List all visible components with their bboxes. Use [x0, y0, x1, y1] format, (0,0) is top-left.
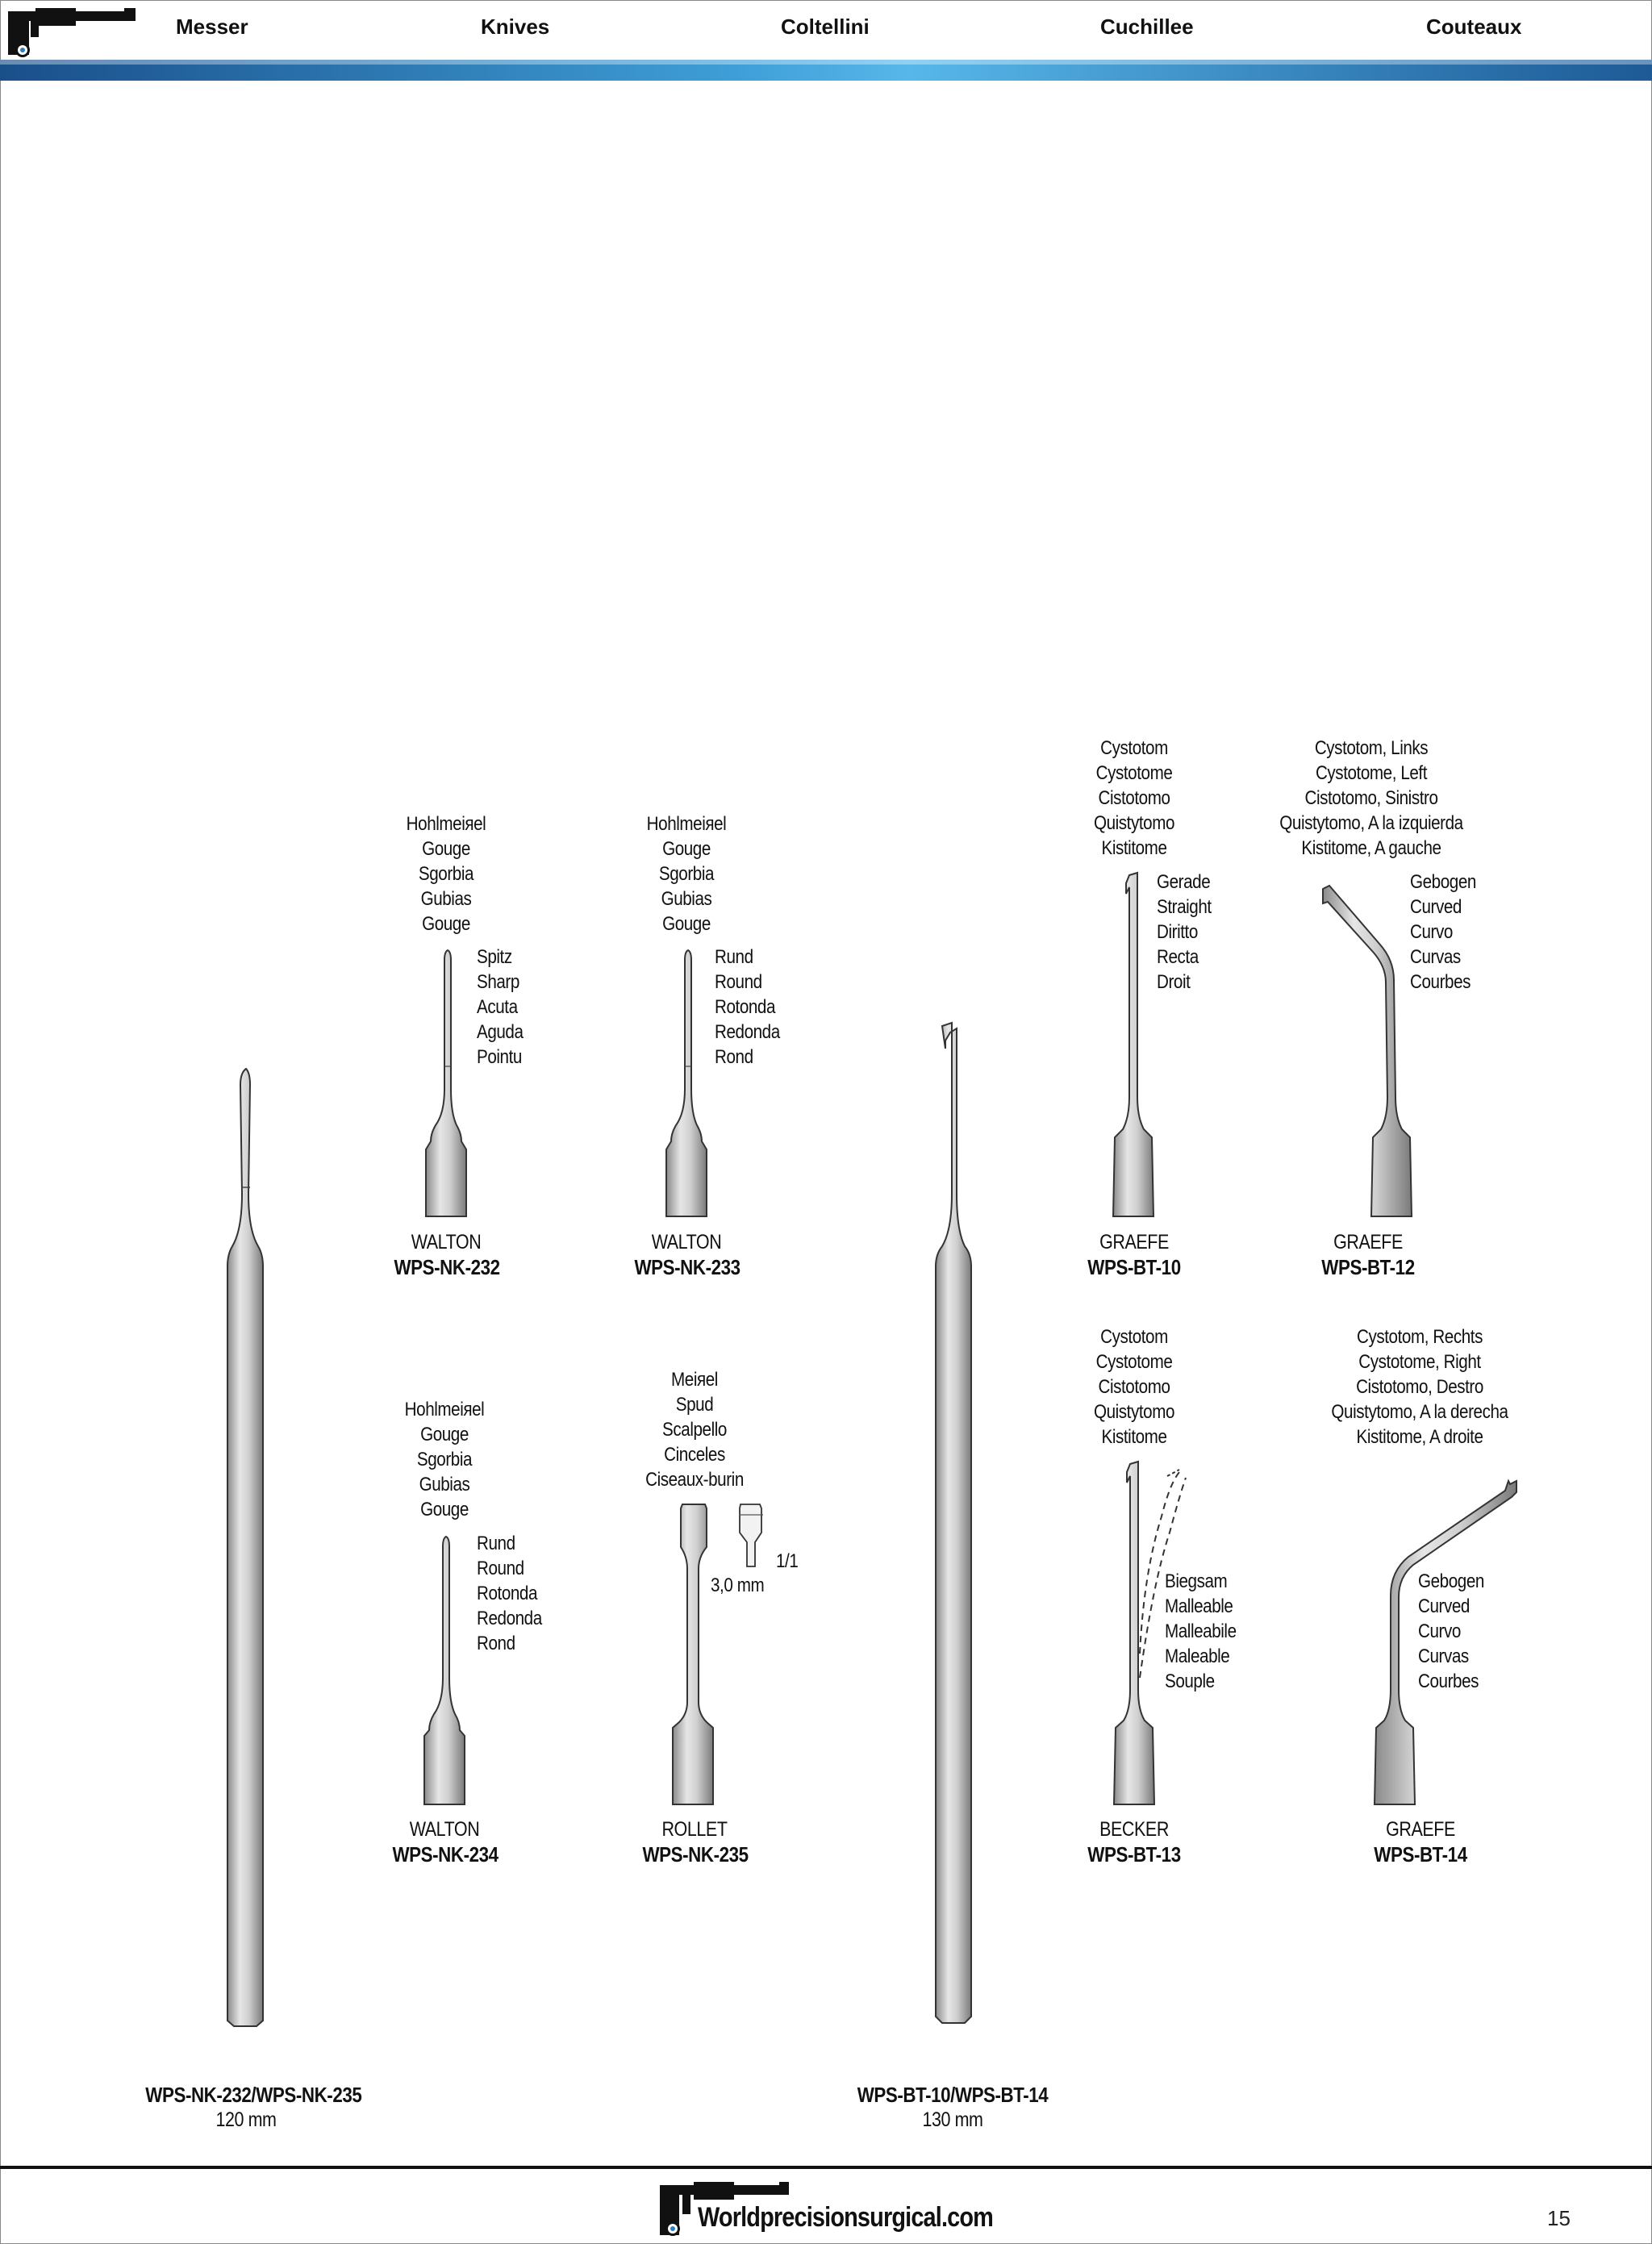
tip-line: Gerade	[1157, 871, 1211, 893]
product-name: GRAEFE	[1333, 1231, 1403, 1253]
tip-line: Biegsam	[1165, 1570, 1228, 1592]
nk235-caption	[643, 1817, 747, 1867]
product-code: WPS-NK-235	[642, 1842, 749, 1867]
product-code: WPS-NK-234	[392, 1842, 499, 1867]
bt14-description	[1319, 1324, 1520, 1449]
product-name: GRAEFE	[1099, 1231, 1169, 1253]
tip-line: Diritto	[1157, 921, 1198, 943]
desc-line: Gubias	[419, 1474, 470, 1495]
desc-line: Quistytomo	[1093, 812, 1175, 834]
desc-line: Gubias	[661, 888, 712, 910]
product-code: WPS-BT-14	[1374, 1842, 1467, 1867]
desc-line: Scalpello	[662, 1419, 727, 1441]
desc-line: Gouge	[422, 838, 470, 860]
desc-line: Cystotome	[1095, 1351, 1173, 1373]
product-name: WALTON	[409, 1818, 480, 1841]
desc-line: Kistitome	[1101, 837, 1167, 859]
tip-line: Souple	[1165, 1670, 1215, 1692]
handle-length: 120 mm	[215, 2108, 277, 2131]
product-code: WPS-BT-13	[1087, 1842, 1181, 1867]
handle-right-caption	[852, 2083, 1053, 2133]
product-code: WPS-NK-233	[634, 1255, 740, 1279]
desc-line: Quistytomo, A la izquierda	[1279, 812, 1463, 834]
product-name: WALTON	[411, 1231, 482, 1253]
desc-line: Cystotom, Links	[1314, 737, 1429, 759]
product-code: WPS-BT-12	[1321, 1255, 1415, 1279]
nk232-description	[394, 811, 499, 936]
desc-line: Meiяel	[671, 1369, 718, 1391]
tip-line: Rotonda	[477, 1583, 538, 1604]
nav-label-messer: Messer	[176, 15, 248, 39]
nk233-tip-labels	[715, 945, 780, 1070]
tip-line: Courbes	[1418, 1670, 1479, 1692]
bt12-tip-labels	[1410, 870, 1476, 995]
tip-line: Spitz	[477, 946, 512, 968]
tip-line: Redonda	[715, 1021, 780, 1043]
desc-line: Gouge	[662, 913, 711, 935]
tip-line: Malleable	[1165, 1595, 1233, 1617]
tip-line: Maleable	[1165, 1645, 1230, 1667]
desc-line: Cystotom, Rechts	[1356, 1326, 1483, 1348]
tip-line: Rond	[477, 1633, 515, 1654]
tip-line: Droit	[1157, 971, 1191, 993]
nk232-tip-labels	[477, 945, 524, 1070]
desc-line: Hohlmeiяel	[646, 813, 727, 835]
footer-rule	[0, 2166, 1652, 2169]
tip-line: Curvas	[1410, 946, 1461, 968]
product-code: WPS-NK-232	[394, 1255, 500, 1279]
nav-label-coltellini: Coltellini	[781, 15, 870, 39]
nk234-illustration	[424, 1537, 465, 1804]
desc-line: Cystotome, Left	[1315, 762, 1428, 784]
desc-line: Quistytomo	[1093, 1401, 1175, 1423]
desc-line: Kistitome, A gauche	[1301, 837, 1441, 859]
tip-line: Aguda	[477, 1021, 524, 1043]
tip-line: Curvo	[1410, 921, 1453, 943]
desc-line: Gouge	[662, 838, 711, 860]
handle-left-caption	[145, 2083, 362, 2133]
tip-line: Gebogen	[1410, 871, 1476, 893]
bt10-description	[1078, 736, 1190, 861]
product-name: BECKER	[1099, 1818, 1169, 1841]
bt14-caption	[1369, 1817, 1473, 1867]
tip-line: Malleabile	[1165, 1620, 1237, 1642]
desc-line: Cistotomo	[1098, 1376, 1170, 1398]
tip-line: Recta	[1157, 946, 1199, 968]
bt10-caption	[1083, 1230, 1187, 1280]
desc-line: Cistotomo	[1098, 787, 1170, 809]
nav-label-knives: Knives	[481, 15, 550, 39]
desc-line: Kistitome, A droite	[1356, 1426, 1483, 1448]
handle-codes: WPS-BT-10/WPS-BT-14	[857, 2083, 1049, 2107]
desc-line: Gubias	[420, 888, 472, 910]
tip-line: Gebogen	[1418, 1570, 1484, 1592]
tip-line: Curvo	[1418, 1620, 1461, 1642]
bt14-tip-labels	[1418, 1569, 1484, 1694]
nk234-tip-labels	[477, 1531, 542, 1656]
tip-line: Curved	[1418, 1595, 1470, 1617]
tip-line: Redonda	[477, 1608, 542, 1629]
nav-label-cuchillee: Cuchillee	[1100, 15, 1194, 39]
bt13-caption	[1083, 1817, 1187, 1867]
nk235-width: 3,0 mm	[711, 1575, 765, 1596]
tip-line: Round	[715, 971, 762, 993]
desc-line: Cistotomo, Destro	[1356, 1376, 1483, 1398]
desc-line: Sgorbia	[658, 863, 715, 885]
nk233-caption	[635, 1230, 739, 1280]
desc-line: Cystotome, Right	[1358, 1351, 1481, 1373]
bt12-description	[1270, 736, 1471, 861]
tip-line: Round	[477, 1558, 524, 1579]
bt12-illustration	[1323, 886, 1412, 1216]
desc-line: Cystotome	[1095, 762, 1173, 784]
tip-line: Rund	[477, 1533, 515, 1554]
tip-line: Pointu	[477, 1046, 522, 1068]
nk235-scale: 1/1	[776, 1550, 799, 1572]
bt13-tip-labels	[1165, 1569, 1237, 1694]
handle-codes: WPS-NK-232/WPS-NK-235	[145, 2083, 362, 2107]
bt12-caption	[1316, 1230, 1420, 1280]
desc-line: Cystotom	[1100, 737, 1168, 759]
product-name: GRAEFE	[1386, 1818, 1455, 1841]
tip-line: Courbes	[1410, 971, 1471, 993]
bt13-description	[1078, 1324, 1190, 1449]
nk232-caption	[394, 1230, 499, 1280]
nk232-illustration	[426, 950, 466, 1216]
handle-length: 130 mm	[922, 2108, 983, 2131]
desc-line: Hohlmeiяel	[404, 1399, 485, 1420]
product-name: WALTON	[651, 1231, 722, 1253]
tip-line: Straight	[1157, 896, 1212, 918]
tip-line: Curvas	[1418, 1645, 1469, 1667]
nav-label-couteaux: Couteaux	[1426, 15, 1522, 39]
handle-left-illustration	[227, 1069, 263, 2026]
tip-line: Sharp	[477, 971, 519, 993]
desc-line: Cystotom	[1100, 1326, 1168, 1348]
desc-line: Kistitome	[1101, 1426, 1167, 1448]
nk235-description	[639, 1367, 750, 1492]
bt10-illustration	[1113, 873, 1153, 1216]
product-name: ROLLET	[661, 1818, 728, 1841]
desc-line: Sgorbia	[418, 863, 474, 885]
footer-website-link[interactable]: Worldprecisionsurgical.com	[698, 2202, 994, 2233]
nk233-illustration	[666, 950, 707, 1216]
product-code: WPS-BT-10	[1087, 1255, 1181, 1279]
tip-line: Rotonda	[715, 996, 776, 1018]
tip-line: Curved	[1410, 896, 1462, 918]
desc-line: Cinceles	[664, 1444, 725, 1466]
desc-line: Quistytomo, A la derecha	[1331, 1401, 1508, 1423]
desc-line: Ciseaux-burin	[645, 1469, 744, 1491]
tip-line: Acuta	[477, 996, 518, 1018]
desc-line: Sgorbia	[416, 1449, 473, 1470]
desc-line: Hohlmeiяel	[406, 813, 486, 835]
handle-right-illustration	[936, 1023, 971, 2023]
bt10-tip-labels	[1157, 870, 1212, 995]
nk234-description	[393, 1397, 497, 1522]
tip-line: Rond	[715, 1046, 753, 1068]
nk234-caption	[393, 1817, 497, 1867]
nk233-description	[635, 811, 739, 936]
desc-line: Spud	[675, 1394, 714, 1416]
nk235-illustration	[673, 1504, 763, 1804]
page-number: 15	[1547, 2206, 1571, 2230]
desc-line: Gouge	[420, 1424, 469, 1445]
desc-line: Gouge	[422, 913, 470, 935]
desc-line: Gouge	[420, 1499, 469, 1520]
desc-line: Cistotomo, Sinistro	[1304, 787, 1438, 809]
tip-line: Rund	[715, 946, 753, 968]
